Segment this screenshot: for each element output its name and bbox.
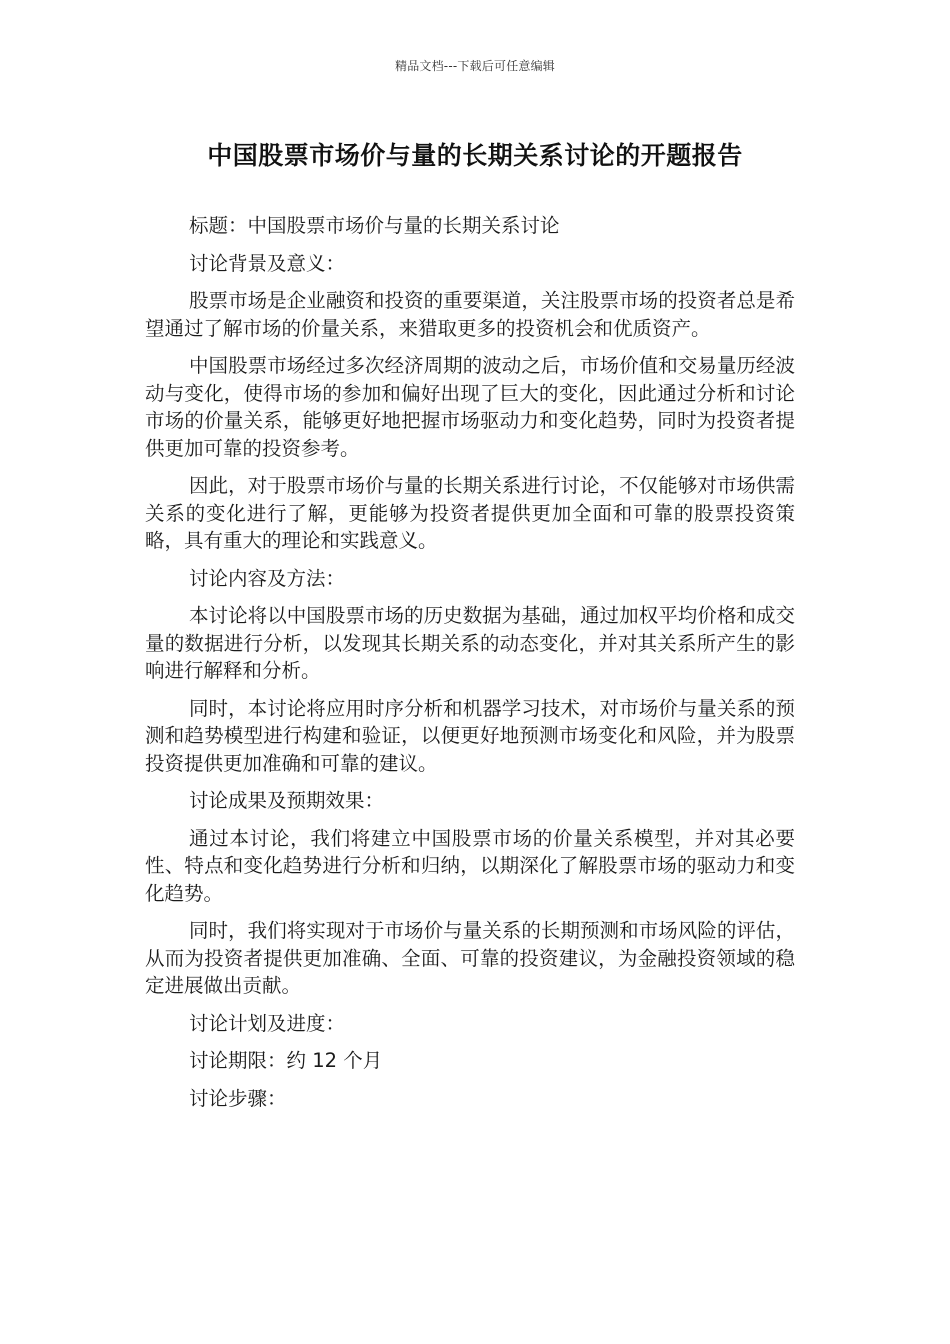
- paragraph: 中国股票市场经过多次经济周期的波动之后，市场价值和交易量历经波动与变化，使得市场的参加和偏好出现了巨大的变化，因此通过分析和讨论市场的价量关系，能够更好地把握市场驱动力和变化趋势，同时为投资者提供更加可靠的投资参考。: [145, 354, 795, 460]
- paragraph: 股票市场是企业融资和投资的重要渠道，关注股票市场的投资者总是希望通过了解市场的价量关系，来猎取更多的投资机会和优质资产。: [145, 289, 795, 340]
- paragraph-steps: 讨论步骤：: [189, 1086, 287, 1110]
- section-heading-background: 讨论背景及意义：: [189, 251, 346, 275]
- section-heading-content-method: 讨论内容及方法：: [189, 566, 346, 590]
- paragraph: 同时，我们将实现对于市场价与量关系的长期预测和市场风险的评估，从而为投资者提供更加准确、全面、可靠的投资建议，为金融投资领域的稳定进展做出贡献。: [145, 919, 795, 997]
- paragraph: 本讨论将以中国股票市场的历史数据为基础，通过加权平均价格和成交量的数据进行分析，以发现其长期关系的动态变化，并对其关系所产生的影响进行解释和分析。: [145, 604, 795, 682]
- header-note: 精品文档---下载后可任意编辑: [395, 59, 555, 73]
- section-heading-plan: 讨论计划及进度：: [189, 1011, 346, 1035]
- document-body: [145, 212, 795, 1122]
- section-heading-results: 讨论成果及预期效果：: [189, 789, 385, 812]
- document-title: 中国股票市场价与量的长期关系讨论的开题报告: [207, 141, 743, 170]
- paragraph-subject: 标题：中国股票市场价与量的长期关系讨论: [189, 214, 560, 237]
- paragraph: 因此，对于股票市场价与量的长期关系进行讨论，不仅能够对市场供需关系的变化进行了解，更能够为投资者提供更加全面和可靠的股票投资策略，具有重大的理论和实践意义。: [145, 474, 795, 552]
- paragraph-duration: 讨论期限：约 12 个月: [189, 1049, 383, 1072]
- paragraph: 通过本讨论，我们将建立中国股票市场的价量关系模型，并对其必要性、特点和变化趋势进行分析和归纳，以期深化了解股票市场的驱动力和变化趋势。: [145, 826, 795, 905]
- paragraph: 同时，本讨论将应用时序分析和机器学习技术，对市场价与量关系的预测和趋势模型进行构建和验证，以便更好地预测市场变化和风险，并为股票投资提供更加准确和可靠的建议。: [145, 696, 795, 775]
